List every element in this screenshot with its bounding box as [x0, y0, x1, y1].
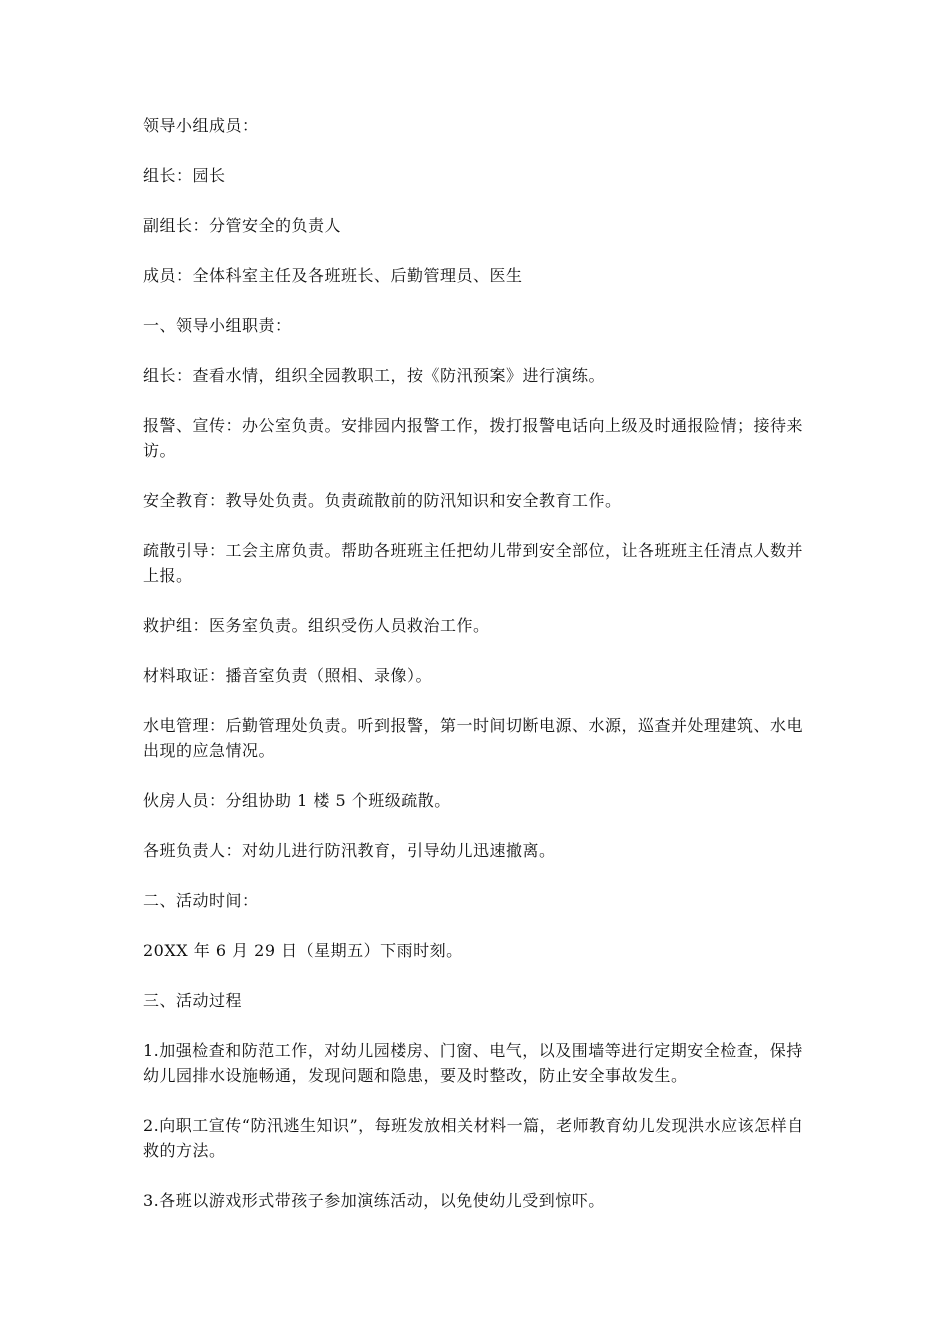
- duty-class-leaders: 各班负责人：对幼儿进行防汛教育，引导幼儿迅速撤离。: [143, 841, 556, 860]
- members-line: 成员：全体科室主任及各班班长、后勤管理员、医生: [143, 266, 523, 285]
- deputy-leader-line: 副组长：分管安全的负责人: [143, 216, 342, 235]
- duty-kitchen-staff: 伙房人员：分组协助 1 楼 5 个班级疏散。: [143, 791, 451, 810]
- duty-utilities: 水电管理：后勤管理处负责。听到报警，第一时间切断电源、水源，巡查并处理建筑、水电出现的应急情况。: [143, 716, 804, 760]
- duty-safety-education: 安全教育：教导处负责。负责疏散前的防汛知识和安全教育工作。: [143, 491, 622, 510]
- leadership-members-heading: 领导小组成员：: [143, 116, 259, 135]
- duty-evacuation-guide: 疏散引导：工会主席负责。帮助各班班主任把幼儿带到安全部位，让各班班主任清点人数并上报。: [143, 541, 804, 585]
- duty-alarm-publicity: 报警、宣传：办公室负责。安排园内报警工作，拨打报警电话向上级及时通报险情；接待来访。: [143, 416, 804, 460]
- section-two-heading: 二、活动时间：: [143, 891, 259, 910]
- duty-group-leader: 组长：查看水情，组织全园教职工，按《防汛预案》进行演练。: [143, 366, 606, 385]
- group-leader-line: 组长：园长: [143, 166, 226, 185]
- section-one-heading: 一、领导小组职责：: [143, 316, 292, 335]
- process-item-2: 2.向职工宣传“防汛逃生知识”，每班发放相关材料一篇，老师教育幼儿发现洪水应该怎样自救的方法。: [143, 1116, 804, 1160]
- process-item-1: 1.加强检查和防范工作，对幼儿园楼房、门窗、电气，以及围墙等进行定期安全检查，保持幼儿园排水设施畅通，发现问题和隐患，要及时整改，防止安全事故发生。: [143, 1041, 803, 1085]
- document-body: [143, 113, 811, 1238]
- process-item-3: 3.各班以游戏形式带孩子参加演练活动，以免使幼儿受到惊吓。: [143, 1191, 605, 1210]
- activity-time: 20XX 年 6 月 29 日（星期五）下雨时刻。: [143, 941, 463, 960]
- duty-documentation: 材料取证：播音室负责（照相、录像）。: [143, 666, 433, 685]
- section-three-heading: 三、活动过程: [143, 991, 243, 1010]
- duty-rescue-team: 救护组：医务室负责。组织受伤人员救治工作。: [143, 616, 490, 635]
